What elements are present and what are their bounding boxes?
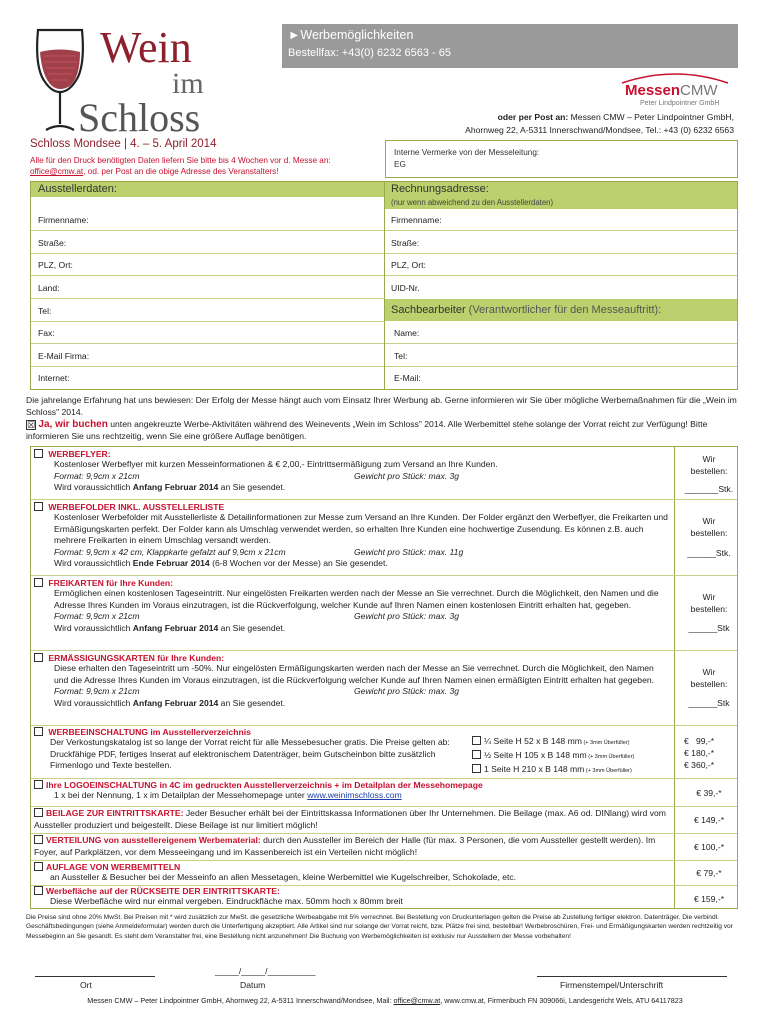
item-4-desc: Diese erhalten den Tageseintritt um -50%. Nur eingelösten Ermäßigungskarten werden nach der Messe an Sie verrechnet. Durch die Möglichkeit, den Namen und die Adresse Ihres Kunden im Voraus einzutragen, ist die Rückverfolgung welcher Kunde auf Ihren Namen einen ermäßigten Eintritt erhalten hat gegeben. — [54, 663, 655, 685]
sign-stamp: Firmenstempel/Unterschrift — [560, 980, 664, 990]
left-line-1 — [31, 230, 384, 231]
right-field-2: Straße: — [391, 238, 420, 248]
item-1-avail-pre: Wird voraussichtlich — [54, 482, 133, 492]
item-sep-2 — [31, 575, 737, 576]
item-3 — [34, 578, 670, 634]
item-2-avail-post: (6-8 Wochen vor der Messe) an Sie gesendet. — [209, 558, 388, 568]
right-field-6: Tel: — [394, 351, 408, 361]
right-field-7: E-Mail: — [394, 373, 421, 383]
right-field-4: UID-Nr. — [391, 283, 420, 293]
left-heading: Ausstellerdaten: — [38, 183, 117, 195]
item-4-avail-post: an Sie gesendet. — [218, 697, 286, 708]
left-field-4: Land: — [38, 283, 60, 293]
item-sep-5 — [31, 778, 737, 779]
item-1-title: WERBEFLYER: — [48, 449, 111, 459]
extra-5 — [34, 886, 670, 908]
left-field-6: Fax: — [38, 328, 55, 338]
sign-datum: Datum — [240, 980, 266, 990]
extra-5-checkbox[interactable] — [34, 886, 43, 895]
ja-checkbox[interactable]: ☒ — [27, 420, 36, 430]
item-2-avail — [34, 558, 670, 570]
header-fax: Bestellfax: +43(0) 6232 6563 - 65 — [288, 47, 451, 59]
footer-text-post: , www.cmw.at, Firmenbuch FN 309066i, Landesgericht Wels, ATU 64117823 — [440, 996, 683, 1005]
inserat-option-1-checkbox[interactable] — [472, 736, 481, 745]
sign-ort-line — [35, 976, 155, 977]
item-3-order: Wir bestellen: — [690, 592, 728, 614]
left-line-5 — [31, 321, 384, 322]
right-heading2 — [391, 304, 661, 316]
item-1-unit[interactable]: _______Stk. — [684, 484, 734, 494]
item-sep-1 — [31, 499, 737, 500]
item-1-format: Format: 9,9cm x 21cm — [54, 470, 140, 481]
extra-5-price: € 159,-* — [693, 894, 725, 904]
item-1-format-row — [34, 471, 670, 483]
extra-1-checkbox[interactable] — [34, 780, 43, 789]
brand-name — [625, 82, 718, 99]
item-2-format: Format: 9,9cm x 42 cm, Klappkarte gefalzt auf 9,9cm x 21cm — [54, 546, 286, 557]
item-2 — [34, 502, 670, 570]
inserat-checkbox[interactable] — [34, 727, 43, 736]
ja-rest: unten angekreuzte Werbe-Aktivitäten während des Weinevents „Wein im Schloss" 2014. Alle Werbemittel stehe solange der Vorrat reicht zur Verfügung! Bitte informieren Sie uns rechtzeitig, wenn Sie eine größere Auflage benötigen. — [26, 419, 708, 441]
item-1-avail — [34, 482, 670, 494]
item-2-title: WERBEFOLDER INKL. AUSSTELLERLISTE — [48, 502, 225, 512]
extra-4-checkbox[interactable] — [34, 862, 43, 871]
footer-mail-link[interactable]: office@cmw.at — [393, 996, 441, 1005]
inserat-price-1: € 99,-* — [684, 736, 715, 746]
item-4-order: Wir bestellen: — [690, 667, 728, 689]
inserat-option-1-note: (+ 3mm Überfüller) — [581, 740, 630, 746]
item-4-avail-pre: Wird voraussichtlich — [54, 697, 133, 708]
left-field-3: PLZ, Ort: — [38, 260, 73, 270]
right-line-4 — [385, 343, 737, 344]
right-line-3 — [385, 275, 737, 276]
item-4-title: ERMÄSSIGUNGSKARTEN für Ihre Kunden: — [48, 653, 225, 663]
right-line-2 — [385, 253, 737, 254]
item-3-avail-post: an Sie gesendet. — [218, 622, 286, 633]
sachbearbeiter-label: Sachbearbeiter — [391, 304, 466, 316]
post-address: Messen CMW – Peter Lindpointner GmbH, — [568, 112, 734, 122]
left-field-8: Internet: — [38, 373, 70, 383]
extra-3-checkbox[interactable] — [34, 835, 43, 844]
item-3-desc: Ermöglichen einen kostenlosen Tageseintritt. Nur eingelösten Freikarten werden nach der Messe an Sie verrechnet. Durch die Möglichkeit, den Namen und die Adresse Ihres Kunden im Voraus einzutragen, ist die Rückverfolgung, welcher Kunde auf Ihren Namen einen kostenlosen Eintritt erhalten hat, gegeben. — [54, 588, 659, 610]
item-sep-7 — [31, 833, 737, 834]
left-line-6 — [31, 343, 384, 344]
item-1-order: Wir bestellen: — [690, 454, 728, 476]
left-field-5: Tel: — [38, 306, 52, 316]
internal-label: Interne Vermerke von der Messeleitung: — [394, 148, 540, 157]
fine-print: Die Preise sind ohne 20% MwSt. Bei Preisen mit * wird zusätzlich zur MwSt. die gesetzliche Werbeabgabe mit 5% verrechnet. Bei Bestellung von Druckunterlagen gelten die Preise ab Zustellung fertiger elektron. Datenträger. Die verbindl. Geschäftsbedingungen (siehe Anmeldeformular) werden durch die Unterfertigung akzeptiert. Alle Artikel sind nur solange der Vorrat reicht, bzw. Plätze frei sind, bestellbar! Werbebroschüren, Frei- und Ermäßigungskarten werden rechtzeitig vor Messebeginn an Sie gesandt. Es steht dem Veranstalter frei, eine Bestellung nicht anzunehmen! Die Buchung von Werbemöglichkeiten ist exklusiv nur Ausstellern der Messe vorbehalten! — [26, 914, 733, 940]
sign-stamp-line — [537, 976, 727, 977]
item-4-avail-date: Anfang Februar 2014 — [132, 697, 219, 708]
item-1-weight: Gewicht pro Stück: max. 3g — [354, 470, 460, 481]
extra-4-price: € 79,-* — [696, 868, 722, 878]
item-4-weight: Gewicht pro Stück: max. 3g — [354, 686, 460, 696]
item-3-unit[interactable]: ______Stk — [688, 623, 730, 633]
item-sep-8 — [31, 860, 737, 861]
post-line-2: Ahornweg 22, A-5311 Innerschwand/Mondsee, Tel.: +43 (0) 6232 6563 — [465, 125, 734, 135]
item-4-format: Format: 9,9cm x 21cm — [54, 686, 140, 696]
inserat-option-3-checkbox[interactable] — [472, 764, 481, 773]
item-3-checkbox[interactable] — [34, 578, 43, 587]
sachbearbeiter-note: (Verantwortlicher für den Messeauftritt): — [465, 304, 662, 316]
extra-1-price: € 39,-* — [696, 788, 722, 798]
extra-1 — [34, 780, 670, 802]
logo-wein: Wein — [100, 23, 192, 72]
sign-date-blank[interactable]: _____/_____/__________ — [215, 966, 316, 976]
item-2-order: Wir bestellen: — [690, 516, 728, 538]
ja-paragraph — [26, 419, 741, 442]
brand-name-2: CMW — [680, 82, 718, 99]
item-4-checkbox[interactable] — [34, 653, 43, 662]
item-2-weight: Gewicht pro Stück: max. 11g — [354, 546, 464, 557]
extra-2-desc: Jeder Besucher erhält bei der Eintrittskassa Informationen über Ihr Unternehmen. Die Beilage (max. A6 od. DINlang) wird vom Aussteller produziert und beigestellt. Diese Beilage ist nur limitiert möglich! — [34, 808, 666, 830]
extra-1-desc-text: 1 x bei der Nennung, 1 x im Detailplan der Messehomepage unter — [54, 790, 308, 800]
item-3-avail — [34, 623, 670, 635]
inserat-desc: Der Verkostungskatalog ist so lange der Vorrat reicht für alle Messebesucher gratis. Die Preise gelten ab: Druckfähige PDF, fertiges Inserat auf elektronischem Datenträger, beim Gutscheinbon bitte zusätzlich Firmenlogo und Texte bestellen. — [50, 737, 450, 770]
item-1-desc: Kostenloser Werbeflyer mit kurzen Messeinformationen & € 2,00,- Eintrittsermäßigung zum Versand an Ihre Kunden. — [54, 459, 498, 469]
footer — [0, 996, 770, 1005]
left-line-7 — [31, 366, 384, 367]
item-4-avail — [34, 698, 670, 710]
item-sep-3 — [31, 650, 737, 651]
item-sep-4 — [31, 725, 737, 726]
left-field-1: Firmenname: — [38, 215, 89, 225]
item-2-checkbox[interactable] — [34, 502, 43, 511]
right-line-5 — [385, 366, 737, 367]
inserat-title: WERBEEINSCHALTUNG im Ausstellerverzeichnis — [48, 727, 251, 737]
item-4-unit[interactable]: ______Stk — [688, 698, 730, 708]
item-2-avail-pre: Wird voraussichtlich — [54, 558, 133, 568]
item-1-avail-date: Anfang Februar 2014 — [132, 482, 219, 492]
logo-im: im — [172, 67, 204, 100]
item-sep-6 — [31, 806, 737, 807]
post-line-1 — [498, 112, 734, 122]
inserat-option-1 — [472, 735, 634, 749]
intro-text: Die jahrelange Erfahrung hat uns bewiesen: Der Erfolg der Messe hängt auch vom Einsatz Ihrer Werbung ab. Gerne informieren wir Sie über mögliche Werbemaßnahmen für die „Wein im Schloss" 2014. — [26, 395, 737, 417]
event-title: Schloss Mondsee | 4. – 5. April 2014 — [30, 138, 217, 150]
extra-5-title: Werbefläche auf der RÜCKSEITE DER EINTRITTSKARTE: — [46, 886, 280, 896]
left-line-4 — [31, 298, 384, 299]
inserat-option-2 — [472, 749, 634, 763]
right-line-1 — [385, 230, 737, 231]
item-2-format-row — [34, 547, 670, 559]
internal-box — [385, 140, 738, 178]
item-4 — [34, 653, 670, 709]
right-field-1: Firmenname: — [391, 215, 442, 225]
extra-2-title: BEILAGE ZUR EINTRITTSKARTE: — [46, 808, 184, 818]
right-heading-sub: (nur wenn abweichend zu den Ausstellerdaten) — [391, 198, 554, 207]
extra-3-desc: durch den Aussteller im Bereich der Halle (für max. 3 Personen, die vom Aussteller gestellt werden). Im Foyer, auf Parkplätzen, vor dem Messeeingang und im Kassenbereich ist ein Verteilen nicht möglich! — [34, 835, 656, 857]
item-3-format-row — [34, 611, 670, 623]
logo-schloss: Schloss — [78, 95, 201, 140]
item-1 — [34, 449, 670, 494]
left-line-3 — [31, 275, 384, 276]
left-field-2: Straße: — [38, 238, 67, 248]
inserat — [34, 727, 464, 772]
item-3-title: FREIKARTEN für Ihre Kunden: — [48, 578, 173, 588]
extra-2-price: € 149,-* — [693, 815, 725, 825]
inserat-option-2-label: ½ Seite H 105 x B 148 mm — [484, 750, 587, 760]
extra-4 — [34, 862, 670, 884]
inserat-option-3-label: 1 Seite H 210 x B 148 mm — [484, 764, 585, 774]
item-2-unit[interactable]: ______Stk. — [687, 548, 731, 558]
extra-3 — [34, 835, 670, 858]
item-3-avail-date: Anfang Februar 2014 — [132, 622, 219, 633]
sign-ort: Ort — [80, 980, 92, 990]
item-3-avail-pre: Wird voraussichtlich — [54, 622, 133, 633]
header-title: ►Werbemöglichkeiten — [288, 28, 414, 42]
extra-1-title: Ihre LOGOEINSCHALTUNG in 4C im gedruckten Ausstellerverzeichnis + im Detailplan der Messehomepage — [46, 780, 483, 790]
post-label: oder per Post an: — [497, 112, 569, 122]
footer-text-pre: Messen CMW – Peter Lindpointner GmbH, Ahornweg 22, A-5311 Innerschwand/Mondsee, Mail: — [87, 996, 394, 1005]
inserat-price-3: € 360,-* — [684, 760, 715, 770]
extra-4-desc: an Aussteller & Besucher bei der Messeinfo an allen Messetagen, kleine Werbemittel wie Kugelschreiber, Schokolade, etc. — [50, 872, 517, 882]
extra-1-link[interactable]: www.weinimschloss.com — [307, 790, 402, 800]
inserat-options — [472, 735, 634, 777]
inserat-option-1-label: ¼ Seite H 52 x B 148 mm — [484, 736, 582, 746]
event-notice: Alle für den Druck benötigten Daten liefern Sie bitte bis 4 Wochen vor d. Messe an: office@cmw.at, od. per Post an die obige Adresse des Veranstalters! — [30, 156, 331, 176]
item-4-format-row — [34, 686, 670, 698]
extra-1-desc — [34, 790, 670, 802]
item-1-checkbox[interactable] — [34, 449, 43, 458]
inserat-option-3-note: (+ 3mm Überfüller) — [584, 768, 632, 774]
item-3-format: Format: 9,9cm x 21cm — [54, 611, 140, 621]
order-vsep — [674, 446, 675, 909]
internal-value: EG — [394, 160, 406, 169]
inserat-prices — [684, 735, 714, 771]
brand-sub: Peter Lindpointner GmbH — [640, 100, 720, 107]
extra-2-checkbox[interactable] — [34, 808, 43, 817]
right-field-5: Name: — [394, 328, 420, 338]
item-2-desc: Kostenloser Werbefolder mit Ausstellerliste & Detailinformationen zur Messe zum Versand an Ihre Kunden. Der Folder ergänzt den Werbeflyer, die Freikarten und Ermäßigungskarten perfekt. Der Folder kann als Umschlag verwendet werden, so erhalten Ihre Kunden eine hochwertige Zusendung. Es können z.B. auch mehrere Freikarten in einem Umschlag versandt werden. — [54, 512, 668, 545]
left-field-7: E-Mail Firma: — [38, 351, 90, 361]
extra-4-title: AUFLAGE VON WERBEMITTELN — [46, 862, 181, 872]
address-divider — [384, 181, 385, 390]
right-heading: Rechnungsadresse: — [391, 183, 489, 195]
ja-label: Ja, wir buchen — [38, 419, 108, 430]
extra-5-desc: Diese Werbefläche wird nur einmal vergeben. Eindruckfläche max. 50mm hoch x 80mm breit — [50, 896, 403, 906]
inserat-option-2-checkbox[interactable] — [472, 750, 481, 759]
item-3-weight: Gewicht pro Stück: max. 3g — [354, 611, 460, 621]
extra-2 — [34, 808, 670, 831]
extra-3-title: VERTEILUNG von ausstellereigenem Werbematerial: — [46, 835, 261, 845]
item-1-avail-post: an Sie gesendet. — [218, 482, 286, 492]
right-field-3: PLZ, Ort: — [391, 260, 426, 270]
inserat-price-2: € 180,-* — [684, 748, 715, 758]
item-2-avail-date: Ende Februar 2014 — [132, 558, 210, 568]
brand-name-1: Messen — [625, 82, 681, 99]
inserat-option-3 — [472, 763, 634, 777]
inserat-option-2-note: (+ 3mm Überfüller) — [586, 754, 635, 760]
left-line-2 — [31, 253, 384, 254]
extra-3-price: € 100,-* — [693, 842, 725, 852]
